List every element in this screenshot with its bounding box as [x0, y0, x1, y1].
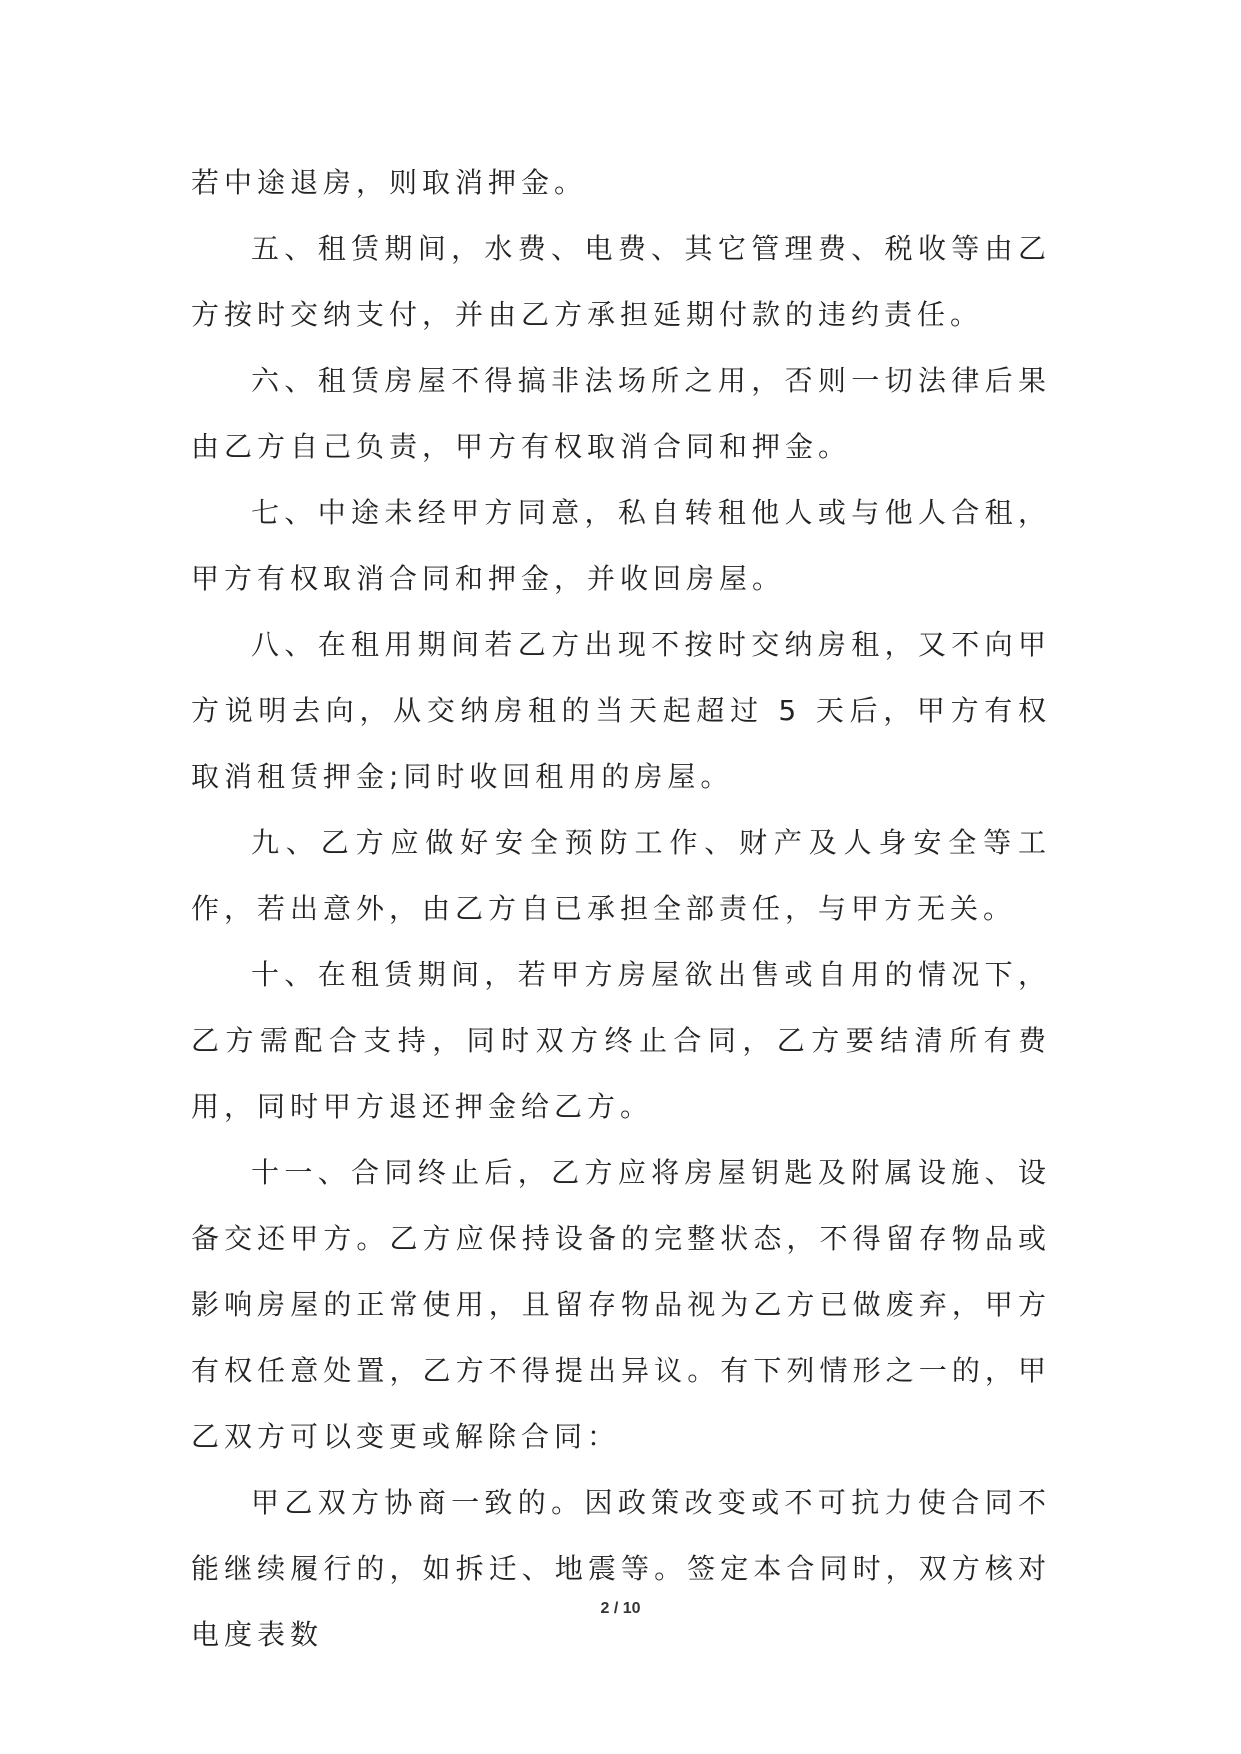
paragraph-clause-6: 六、租赁房屋不得搞非法场所之用，否则一切法律后果由乙方自己负责，甲方有权取消合同和押金。 — [191, 364, 1051, 463]
paragraph-clause-8: 八、在租用期间若乙方出现不按时交纳房租，又不向甲方说明去向，从交纳房租的当天起超过 5 天后，甲方有权取消租赁押金;同时收回租用的房屋。 — [191, 628, 1051, 793]
document-body — [191, 150, 1051, 1668]
paragraph-clause-5: 五、租赁期间，水费、电费、其它管理费、税收等由乙方按时交纳支付，并由乙方承担延期付款的违约责任。 — [191, 232, 1051, 331]
paragraph-clause-10: 十、在租赁期间，若甲方房屋欲出售或自用的情况下，乙方需配合支持，同时双方终止合同，乙方要结清所有费用，同时甲方退还押金给乙方。 — [191, 958, 1051, 1123]
paragraph-termination-conditions: 甲乙双方协商一致的。因政策改变或不可抗力使合同不能继续履行的，如拆迁、地震等。签定本合同时，双方核对电度表数 — [191, 1486, 1051, 1651]
paragraph-clause-7: 七、中途未经甲方同意，私自转租他人或与他人合租，甲方有权取消合同和押金，并收回房屋。 — [191, 496, 1051, 595]
page-number: 2 / 10 — [600, 1600, 641, 1617]
paragraph-continuation: 若中途退房，则取消押金。 — [191, 166, 588, 199]
paragraph-clause-11: 十一、合同终止后，乙方应将房屋钥匙及附属设施、设备交还甲方。乙方应保持设备的完整状态，不得留存物品或影响房屋的正常使用，且留存物品视为乙方已做废弃，甲方有权任意处置，乙方不得提出异议。有下列情形之一的，甲乙双方可以变更或解除合同： — [191, 1156, 1051, 1453]
paragraph-clause-9: 九、乙方应做好安全预防工作、财产及人身安全等工作，若出意外，由乙方自已承担全部责任，与甲方无关。 — [191, 826, 1051, 925]
